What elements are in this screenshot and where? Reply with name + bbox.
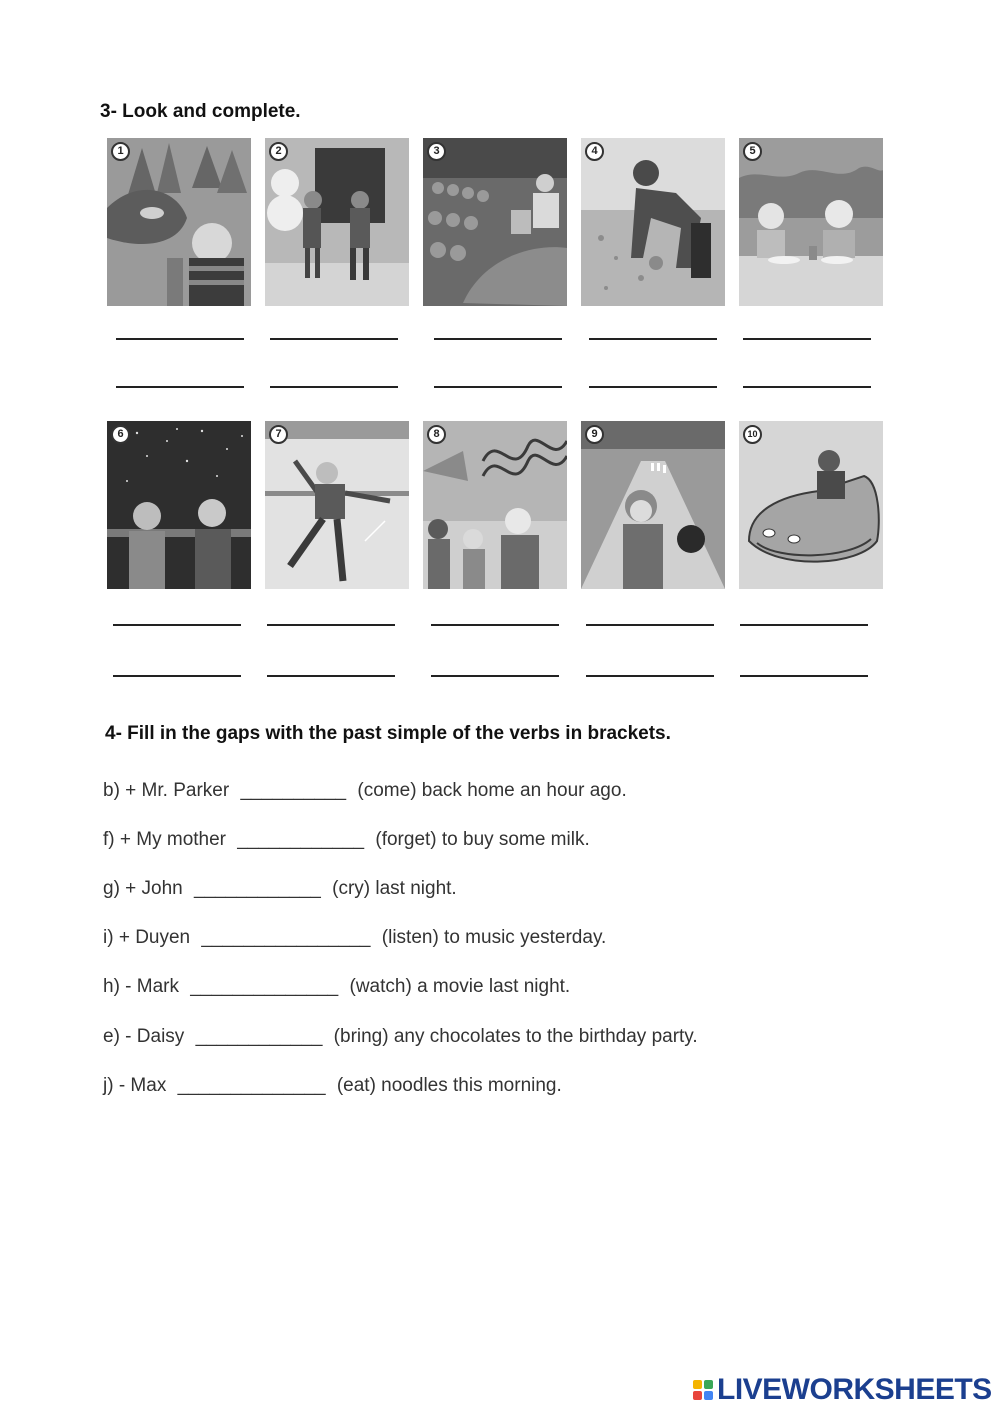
answer-8-line-1[interactable] xyxy=(431,604,559,626)
answer-gap[interactable]: __________ xyxy=(240,780,347,801)
picture-6 xyxy=(107,421,251,589)
picture-number: 1 xyxy=(111,142,130,161)
item-prefix: b) + Mr. Parker xyxy=(103,780,230,801)
item-rest: (forget) to buy some milk. xyxy=(375,829,590,850)
exercise-item-e xyxy=(103,1026,704,1048)
logo-block xyxy=(693,1391,702,1400)
item-rest: (eat) noodles this morning. xyxy=(336,1075,562,1096)
item-prefix: i) + Duyen xyxy=(103,927,191,948)
answer-6-line-1[interactable] xyxy=(113,604,241,626)
picture-number: 4 xyxy=(585,142,604,161)
picture-4 xyxy=(581,138,725,306)
section-4-title: 4- Fill in the gaps with the past simple of the verbs in brackets. xyxy=(105,723,671,744)
answer-gap[interactable]: ____________ xyxy=(195,1026,323,1047)
answer-2-line-2[interactable] xyxy=(270,366,398,388)
answer-3-line-2[interactable] xyxy=(434,366,562,388)
logo-blocks-icon xyxy=(693,1380,713,1400)
logo-block xyxy=(704,1380,713,1389)
picture-number: 7 xyxy=(269,425,288,444)
answer-9-line-2[interactable] xyxy=(586,655,714,677)
answer-gap[interactable]: ______________ xyxy=(190,976,339,997)
picture-number: 5 xyxy=(743,142,762,161)
item-rest: (come) back home an hour ago. xyxy=(357,780,627,801)
exercise-item-h xyxy=(103,976,576,998)
logo-block xyxy=(704,1391,713,1400)
section-3-title: 3- Look and complete. xyxy=(100,101,301,122)
item-prefix: j) - Max xyxy=(103,1075,167,1096)
liveworksheets-logo[interactable] xyxy=(693,1373,992,1407)
item-rest: (bring) any chocolates to the birthday party. xyxy=(333,1026,698,1047)
item-prefix: f) + My mother xyxy=(103,829,226,850)
picture-number: 10 xyxy=(743,425,762,444)
answer-8-line-2[interactable] xyxy=(431,655,559,677)
item-prefix: g) + John xyxy=(103,878,183,899)
answer-2-line-1[interactable] xyxy=(270,318,398,340)
answer-10-line-2[interactable] xyxy=(740,655,868,677)
answer-gap[interactable]: ________________ xyxy=(201,927,371,948)
answer-5-line-2[interactable] xyxy=(743,366,871,388)
answer-gap[interactable]: ____________ xyxy=(237,829,365,850)
exercise-item-f xyxy=(103,829,596,851)
answer-gap[interactable]: ______________ xyxy=(177,1075,326,1096)
answer-10-line-1[interactable] xyxy=(740,604,868,626)
logo-block xyxy=(693,1380,702,1389)
item-rest: (watch) a movie last night. xyxy=(349,976,571,997)
answer-gap[interactable]: ____________ xyxy=(194,878,321,899)
answer-9-line-1[interactable] xyxy=(586,604,714,626)
picture-number: 9 xyxy=(585,425,604,444)
answer-1-line-1[interactable] xyxy=(116,318,244,340)
answer-4-line-2[interactable] xyxy=(589,366,717,388)
item-prefix: h) - Mark xyxy=(103,976,179,997)
answer-7-line-2[interactable] xyxy=(267,655,395,677)
answer-5-line-1[interactable] xyxy=(743,318,871,340)
picture-number: 2 xyxy=(269,142,288,161)
picture-9 xyxy=(581,421,725,589)
picture-number: 8 xyxy=(427,425,446,444)
picture-number: 6 xyxy=(111,425,130,444)
logo-text: LIVEWORKSHEETS xyxy=(717,1373,992,1406)
picture-number: 3 xyxy=(427,142,446,161)
picture-7 xyxy=(265,421,409,589)
item-rest: (listen) to music yesterday. xyxy=(381,927,607,948)
answer-6-line-2[interactable] xyxy=(113,655,241,677)
answer-4-line-1[interactable] xyxy=(589,318,717,340)
picture-3 xyxy=(423,138,567,306)
picture-8 xyxy=(423,421,567,589)
picture-1 xyxy=(107,138,251,306)
picture-10 xyxy=(739,421,883,589)
picture-5 xyxy=(739,138,883,306)
answer-7-line-1[interactable] xyxy=(267,604,395,626)
item-prefix: e) - Daisy xyxy=(103,1026,185,1047)
picture-2 xyxy=(265,138,409,306)
exercise-item-i xyxy=(103,927,612,949)
answer-1-line-2[interactable] xyxy=(116,366,244,388)
exercise-item-b xyxy=(103,780,633,802)
item-rest: (cry) last night. xyxy=(332,878,457,899)
exercise-item-j xyxy=(103,1075,568,1097)
answer-3-line-1[interactable] xyxy=(434,318,562,340)
exercise-item-g xyxy=(103,878,463,900)
